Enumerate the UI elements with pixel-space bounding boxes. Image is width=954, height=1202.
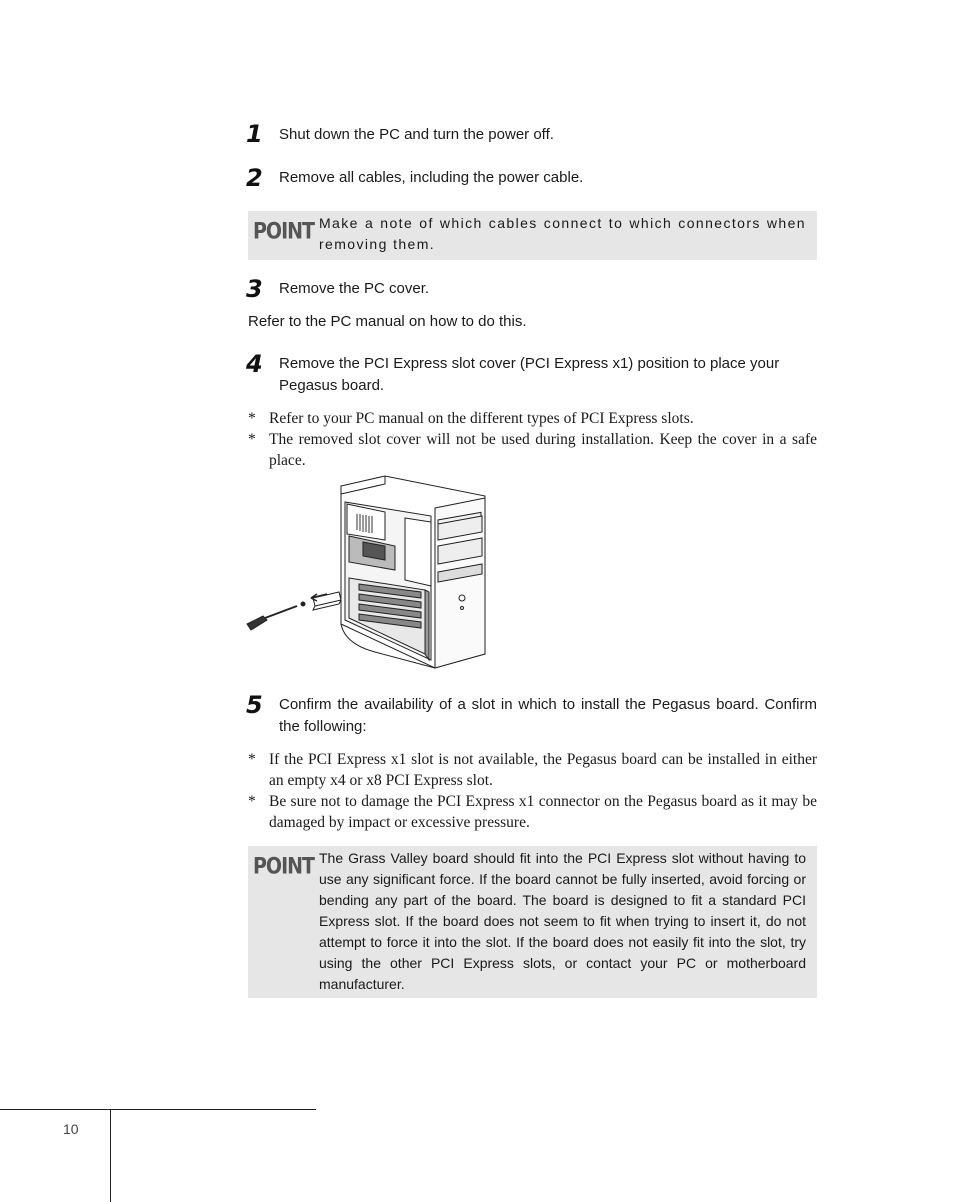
step-2-number: 2: [246, 164, 263, 192]
bullet-asterisk: *: [248, 410, 256, 427]
footer-rule-horizontal: [0, 1109, 316, 1110]
note-text: Refer to your PC manual on the different types of PCI Express slots.: [269, 410, 694, 427]
step-3-text: Remove the PC cover.: [279, 280, 430, 297]
note-text: Be sure not to damage the PCI Express x1 connector on the Pegasus board as it may be damaged by impact or excessive pressure.: [269, 793, 817, 831]
step-3-note: Refer to the PC manual on how to do this.: [248, 313, 527, 330]
bullet-asterisk: *: [248, 751, 256, 768]
list-item: [248, 408, 817, 429]
page-number: 10: [63, 1121, 79, 1137]
step-3-number: 3: [246, 275, 263, 303]
step-4-text: Remove the PCI Express slot cover (PCI Express x1) position to place your Pegasus board.: [279, 355, 780, 394]
bullet-asterisk: *: [248, 793, 256, 810]
point-box-force: [248, 846, 817, 998]
step-5-notes: [248, 749, 817, 833]
step-2-text: Remove all cables, including the power cable.: [279, 169, 584, 186]
step-5-number: 5: [246, 691, 263, 719]
bullet-asterisk: *: [248, 431, 256, 448]
point-label: POINT: [253, 219, 315, 245]
list-item: [248, 791, 817, 833]
list-item: [248, 429, 817, 471]
step-5-text: Confirm the availability of a slot in which to install the Pegasus board. Confirm the following:: [279, 696, 817, 735]
footer-rule-vertical: [110, 1109, 111, 1202]
point-text: Make a note of which cables connect to which connectors when removing them.: [319, 215, 806, 252]
note-text: The removed slot cover will not be used during installation. Keep the cover in a safe place.: [269, 431, 817, 469]
point-text: The Grass Valley board should fit into the PCI Express slot without having to use any significant force. If the board cannot be fully inserted, avoid forcing or bending any part of the board. The board is designed to fit a standard PCI Express slot. If the board does not seem to fit when trying to insert it, do not attempt to force it into the slot. If the board does not easily fit into the slot, try using the other PCI Express slots, or contact your PC or motherboard manufacturer.: [319, 850, 806, 992]
step-1-number: 1: [246, 120, 263, 148]
step-4-notes: [248, 408, 817, 471]
point-label: POINT: [253, 854, 315, 880]
step-1-text: Shut down the PC and turn the power off.: [279, 126, 554, 143]
list-item: [248, 749, 817, 791]
step-4-number: 4: [246, 350, 263, 378]
pc-tower-illustration: [245, 474, 495, 670]
note-text: If the PCI Express x1 slot is not available, the Pegasus board can be installed in either an empty x4 or x8 PCI Express slot.: [269, 751, 817, 789]
point-box-cables: [248, 211, 817, 260]
